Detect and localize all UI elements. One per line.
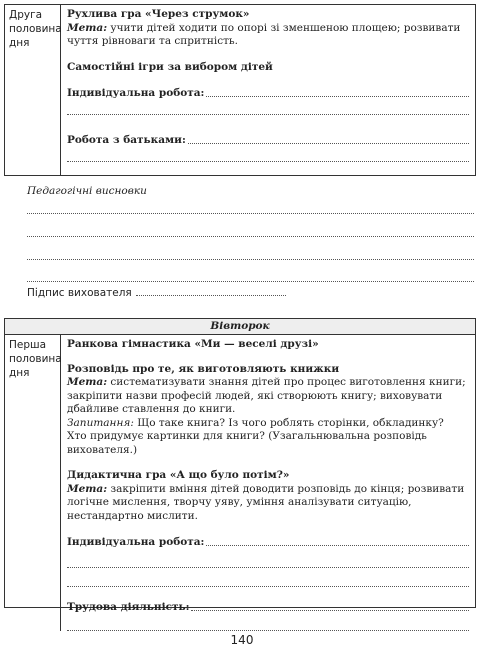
period-label: Друга половина дня: [5, 5, 61, 175]
day-header: Вівторок: [5, 319, 475, 335]
goal-label: Мета:: [67, 376, 108, 388]
afternoon-content: [61, 5, 475, 175]
goal-text: учити дітей ходити по опорі зі зменшеною площею; розвивати чуття рівноваги та спритність.: [67, 21, 461, 47]
plan-table-tuesday: [4, 318, 476, 613]
conclusions-title: Педагогічні висновки: [27, 185, 147, 197]
didactic-title: Дидактична гра «А що було потім?»: [67, 469, 290, 481]
fill-line[interactable]: [67, 630, 469, 631]
didactic-goal: [67, 483, 469, 524]
fill-line: [206, 96, 469, 97]
individual-work-field[interactable]: [67, 535, 469, 549]
fill-line[interactable]: [67, 161, 469, 162]
story-questions: [67, 417, 469, 431]
gymnastics-title: Ранкова гімнастика «Ми — веселі друзі»: [67, 338, 319, 350]
game-goal: [67, 22, 469, 49]
fill-line: [188, 143, 469, 144]
plan-table-afternoon: [4, 4, 476, 176]
parents-work-label: Робота з батьками:: [67, 133, 186, 146]
game-title: Рухлива гра «Через струмок»: [67, 8, 250, 20]
signature-field[interactable]: [27, 287, 286, 299]
labor-activity-field[interactable]: [67, 600, 469, 614]
labor-activity-label: Трудова діяльність:: [67, 600, 190, 613]
fill-line: [191, 610, 469, 611]
story-title: Розповідь про те, як виготовляють книжки: [67, 362, 340, 375]
conclusions-line[interactable]: [27, 236, 474, 237]
story-questions-cont: Хто придумує картинки для книги? (Узагальнювальна розповідь вихователя.): [67, 430, 427, 456]
goal-text: систематизувати знання дітей про процес виготовлення книги; закріпити назви професій людей, які створюють книгу; виховувати дбайливе ставлення до книги.: [67, 376, 466, 415]
conclusions-line[interactable]: [27, 259, 474, 260]
goal-label: Мета:: [67, 482, 108, 495]
conclusions-line[interactable]: [27, 213, 474, 214]
questions-label: Запитання:: [67, 416, 134, 429]
goal-label: Мета:: [67, 21, 108, 34]
page-number: 140: [230, 633, 254, 647]
individual-work-label: Індивідуальна робота:: [67, 535, 205, 548]
fill-line[interactable]: [67, 567, 469, 568]
individual-work-label: Індивідуальна робота:: [67, 86, 205, 99]
morning-content: [61, 335, 475, 631]
questions-text: Що таке книга? Із чого роблять сторінки, обкладинку?: [133, 416, 444, 429]
story-goal: [67, 376, 469, 417]
free-play-title: Самостійні ігри за вибором дітей: [67, 60, 273, 73]
signature-label: Підпис вихователя: [27, 287, 132, 299]
goal-text: закріпити вміння дітей доводити розповідь до кінця; розвивати логічне мислення, творчу уяву, уміння аналізувати ситуацію, нестандартно мислити.: [67, 482, 465, 522]
conclusions-line[interactable]: [27, 281, 474, 282]
signature-line: [136, 295, 286, 296]
individual-work-field[interactable]: [67, 86, 469, 100]
fill-line: [206, 545, 469, 546]
period-label: Перша половина дня: [5, 335, 61, 631]
parents-work-field[interactable]: [67, 133, 469, 147]
